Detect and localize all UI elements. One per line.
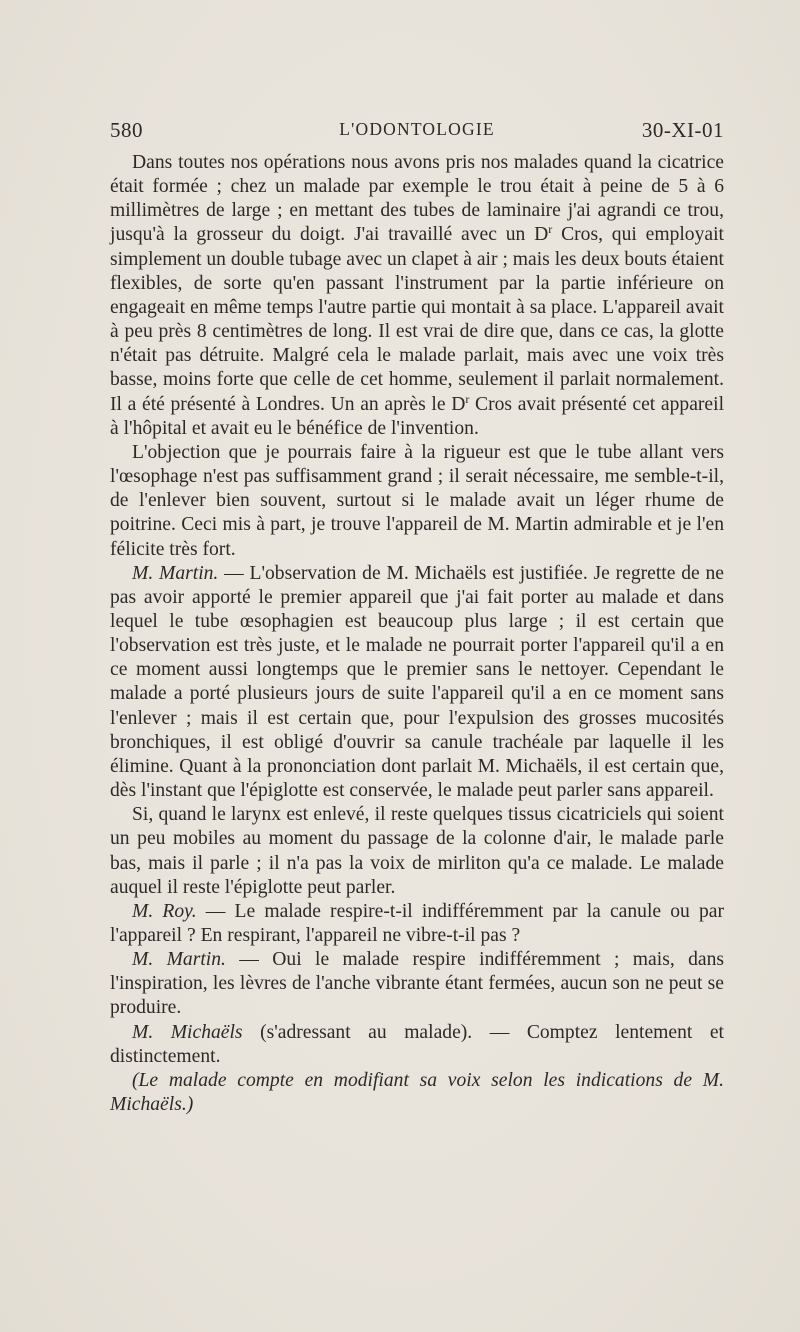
speaker-name: M. Martin. (132, 949, 226, 971)
running-title: L'ODONTOLOGIE (339, 119, 495, 139)
page-number: 580 (110, 118, 143, 142)
paragraph-6 (110, 948, 724, 1020)
issue-date: 30-XI-01 (641, 118, 724, 142)
paragraph-1-part-c: Cros avait présenté cet appareil à l'hôpital et avait eu le bénéfice de l'invention. (110, 393, 725, 439)
speaker-name: M. Roy. (132, 900, 197, 922)
speaker-name: M. Michaëls (132, 1021, 243, 1043)
paragraph-1-part-b: Cros, qui employait simplement un double tubage avec un clapet à air ; mais les deux bouts étaient flexibles, de sorte qu'en passant l'instrument par la partie inférieure on engageait en même temps l'autre partie qui montait à sa place. L'appareil avait à peu près 8 centimètres de long. Il est vrai de dire que, dans ce cas, la glotte n'était pas détruite. Malgré cela le malade parlait, mais avec une voix très basse, moins forte que celle de cet homme, seulement il parlait normalement. Il a été présenté à Londres. Un an après le D (110, 224, 724, 415)
body-text (110, 151, 724, 1117)
paragraph-1 (110, 151, 724, 441)
paragraph-5 (110, 900, 724, 948)
superscript-r: r (548, 222, 553, 237)
speech-text: (s'adressant au malade). — Comptez lentement et distinctement. (110, 1021, 724, 1067)
paragraph-7 (110, 1021, 724, 1069)
speech-text: — L'observation de M. Michaëls est justifiée. Je regrette de ne pas avoir apporté le premier appareil que j'ai fait porter au malade et dans lequel le tube œsophagien est beaucoup plus large ; il est certain que l'observation est très juste, et le malade ne pourrait porter l'appareil qu'il a en ce moment aussi longtemps que le premier sans le nettoyer. Cependant le malade a porté plusieurs jours de suite l'appareil qu'il a en ce moment sans l'enlever ; mais il est certain que, pour l'expulsion des grosses mucosités bronchiques, il est obligé d'ouvrir sa canule trachéale par laquelle il les élimine. Quant à la prononciation dont parlait M. Michaëls, il est certain que, dès l'instant que l'épiglotte est conservée, le malade peut parler sans appareil. (110, 562, 724, 802)
running-header (110, 118, 724, 148)
speech-text: — Le malade respire-t-il indifféremment par la canule ou par l'appareil ? En respirant, l'appareil ne vibre-t-il pas ? (110, 900, 725, 946)
superscript-r: r (465, 391, 470, 406)
paragraph-4: Si, quand le larynx est enlevé, il reste quelques tissus cicatriciels qui soient un peu mobiles au moment du passage de la colonne d'air, le malade parle bas, mais il parle ; il n'a pas la voix de mirliton qu'a ce malade. Le malade auquel il reste l'épiglotte peut parler. (110, 804, 724, 898)
paragraph-1-part-a: Dans toutes nos opérations nous avons pris nos malades quand la cicatrice était formée ; chez un malade par exemple le trou était à peine de 5 à 6 millimètres de large ; en mettant des tubes de laminaire j'ai agrandi ce trou, jusqu'à la grosseur du doigt. J'ai travaillé avec un D (110, 152, 724, 246)
paragraph-3 (110, 562, 724, 804)
speaker-name: M. Martin. (132, 562, 219, 584)
stage-direction: (Le malade compte en modifiant sa voix selon les indications de M. Michaëls.) (110, 1069, 724, 1116)
speech-text: — Oui le malade respire indifféremment ; mais, dans l'inspiration, les lèvres de l'anche vibrante étant fermées, aucun son ne peut se produire. (110, 949, 724, 1019)
paragraph-2: L'objection que je pourrais faire à la rigueur est que le tube allant vers l'œsophage n'est pas suffisamment grand ; il serait nécessaire, me semble-t-il, de l'enlever bien souvent, surtout si le malade avait un léger rhume de poitrine. Ceci mis à part, je trouve l'appareil de M. Martin admirable et je l'en félicite très fort. (110, 441, 724, 560)
